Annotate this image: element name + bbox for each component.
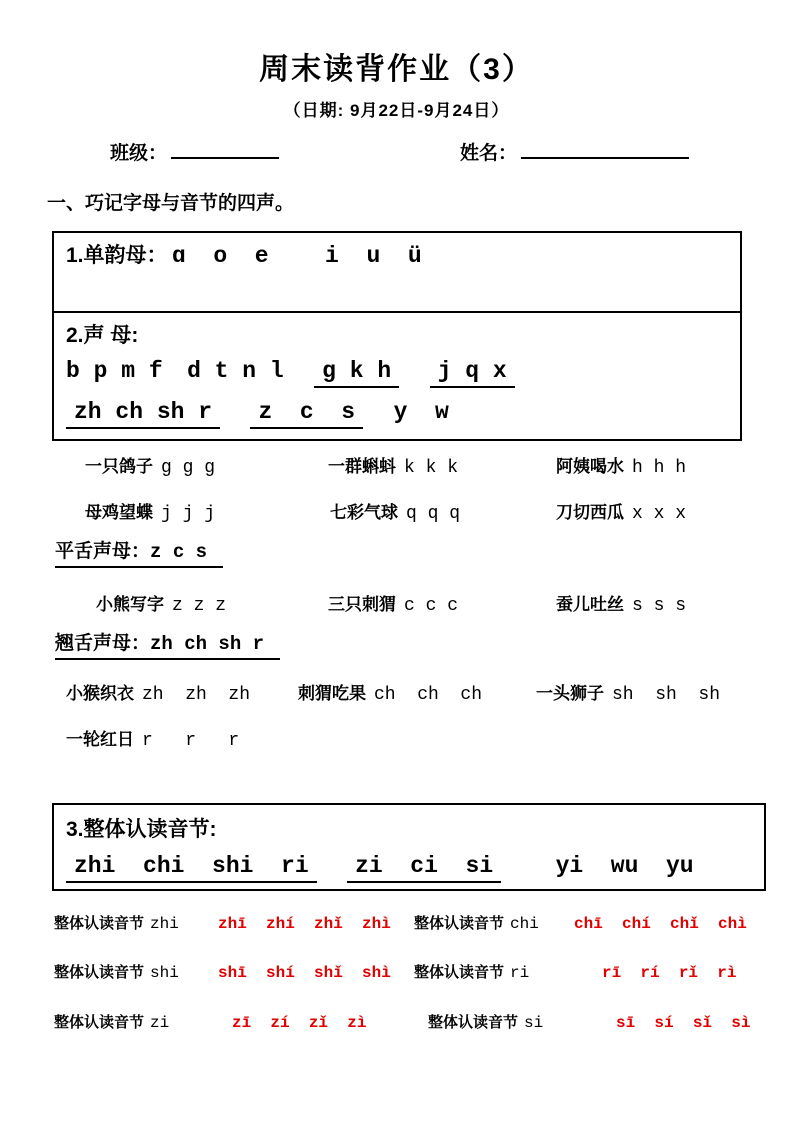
mnemonic-ciwei-c <box>328 590 458 616</box>
date-line: （日期: 9月22日-9月24日） <box>283 101 510 120</box>
tone-values: zhī zhí zhǐ zhì <box>218 915 391 933</box>
mnemonic-text: 母鸡望蝶 <box>85 503 153 522</box>
vowels-label: 1.单韵母： <box>66 244 168 267</box>
tone-values: rī rí rǐ rì <box>602 964 737 982</box>
mnemonic-text: 小熊写字 <box>96 595 164 614</box>
tone-row-shi-ri <box>54 961 760 982</box>
letter-group-gkh: g k h <box>314 358 399 388</box>
tone-label-cn: 整体认读音节 <box>54 964 145 981</box>
mnemonic-chiguo <box>298 679 482 705</box>
tone-label <box>414 912 574 933</box>
mnemonic-letters: h h h <box>632 458 687 478</box>
mnemonic-text: 一只鸽子 <box>85 457 153 476</box>
vowels-row <box>54 233 740 313</box>
letter-group-bpmf: b p m f <box>66 358 163 384</box>
letters-table <box>52 231 742 441</box>
whole-syllables-box <box>52 803 766 891</box>
mnemonic-letters: s s s <box>632 596 687 616</box>
tone-label-cn: 整体认读音节 <box>414 964 505 981</box>
syllable-group-zhichishiri: zhi chi shi ri <box>66 853 317 883</box>
mnemonic-muji <box>85 498 215 524</box>
whole-syllables-line <box>66 853 752 879</box>
mnemonic-text: 小猴织衣 <box>66 684 134 703</box>
curled-tongue-label: 翘舌声母： <box>55 633 151 654</box>
mnemonic-text: 七彩气球 <box>330 503 398 522</box>
mnemonic-zhiyi <box>66 679 250 705</box>
section-heading: 一、巧记字母与音节的四声。 <box>47 193 295 214</box>
initials-label: 2.声 母: <box>66 324 139 347</box>
mnemonic-text: 刀切西瓜 <box>556 503 624 522</box>
mnemonic-letters: c c c <box>404 596 459 616</box>
mnemonic-heshui <box>556 452 686 478</box>
flat-tongue-letters: z c s <box>150 541 208 563</box>
tone-label <box>54 912 218 933</box>
mnemonic-text: 三只刺猬 <box>328 595 396 614</box>
mnemonic-tusi <box>556 590 686 616</box>
mnemonic-text: 一群蝌蚪 <box>328 457 396 476</box>
curled-tongue-letters: zh ch sh r <box>150 633 265 655</box>
mnemonic-text: 蚕儿吐丝 <box>556 595 624 614</box>
whole-syllables-label: 3.整体认读音节: <box>66 818 217 841</box>
tone-label-cn: 整体认读音节 <box>54 915 145 932</box>
letter-group-zhchshr: zh ch sh r <box>66 399 220 429</box>
letter-group-zcs: z c s <box>250 399 363 429</box>
tone-label-cn: 整体认读音节 <box>414 915 505 932</box>
letter-group-dtnl: d t n l <box>187 358 284 384</box>
syllable-group-zicisi: zi ci si <box>347 853 501 883</box>
letter-group-jqx: j q x <box>430 358 515 388</box>
class-blank-line <box>171 141 279 159</box>
tone-row-zi-si <box>54 1011 760 1032</box>
vowels-group-2: i u ü <box>325 243 422 269</box>
tone-label-syllable: chi <box>510 915 539 933</box>
tone-label <box>54 1011 218 1032</box>
mnemonic-letters: k k k <box>404 458 459 478</box>
tone-label-cn: 整体认读音节 <box>428 1014 519 1031</box>
tone-label-syllable: zhi <box>150 915 179 933</box>
tone-label-syllable: shi <box>150 964 179 982</box>
initials-line-2 <box>66 399 728 425</box>
mnemonic-hongri <box>66 725 239 751</box>
mnemonic-gede <box>85 452 215 478</box>
initials-line-1 <box>66 358 728 384</box>
tone-label-syllable: zi <box>150 1014 170 1032</box>
mnemonic-letters: g g g <box>161 458 216 478</box>
name-label: 姓名： <box>460 143 518 164</box>
name-blank-line <box>521 141 689 159</box>
mnemonic-qiqiu <box>330 498 460 524</box>
mnemonic-text: 刺猬吃果 <box>298 684 366 703</box>
tone-label-syllable: si <box>524 1014 544 1032</box>
mnemonic-letters: ch ch ch <box>374 685 483 705</box>
class-field <box>110 138 279 165</box>
tone-values: zī zí zǐ zì <box>232 1014 367 1032</box>
tone-label-syllable: ri <box>510 964 530 982</box>
flat-tongue-label: 平舌声母： <box>55 541 151 562</box>
mnemonic-letters: j j j <box>161 504 216 524</box>
tone-label-cn: 整体认读音节 <box>54 1014 145 1031</box>
mnemonic-letters: r r r <box>142 731 240 751</box>
tone-label <box>428 1011 588 1032</box>
tone-values: sī sí sǐ sì <box>616 1014 751 1032</box>
mnemonic-text: 一轮红日 <box>66 730 134 749</box>
tone-row-zhi-chi <box>54 912 760 933</box>
tone-label <box>54 961 218 982</box>
vowels-group-1: ɑ o e <box>171 243 269 269</box>
mnemonic-letters: z z z <box>172 596 227 616</box>
mnemonic-letters: sh sh sh <box>612 685 721 705</box>
mnemonic-xigua <box>556 498 686 524</box>
page-title: 周末读背作业（3） <box>259 53 534 86</box>
mnemonic-kedou <box>328 452 458 478</box>
tone-values: shī shí shǐ shì <box>218 964 391 982</box>
name-field <box>460 138 689 165</box>
mnemonic-letters: zh zh zh <box>142 685 251 705</box>
tone-label <box>414 961 574 982</box>
mnemonic-xiezi <box>96 590 226 616</box>
tone-values: chī chí chǐ chì <box>574 915 747 933</box>
mnemonic-text: 一头狮子 <box>536 684 604 703</box>
mnemonic-letters: x x x <box>632 504 687 524</box>
letter-group-yw: y w <box>393 399 449 425</box>
mnemonic-shizi <box>536 679 720 705</box>
mnemonic-letters: q q q <box>406 504 461 524</box>
class-label: 班级： <box>110 143 168 164</box>
curled-tongue-heading <box>55 628 280 660</box>
flat-tongue-heading <box>55 536 223 568</box>
initials-row <box>54 313 740 439</box>
syllable-group-yiwuyu: yi wu yu <box>555 853 694 879</box>
mnemonic-text: 阿姨喝水 <box>556 457 624 476</box>
